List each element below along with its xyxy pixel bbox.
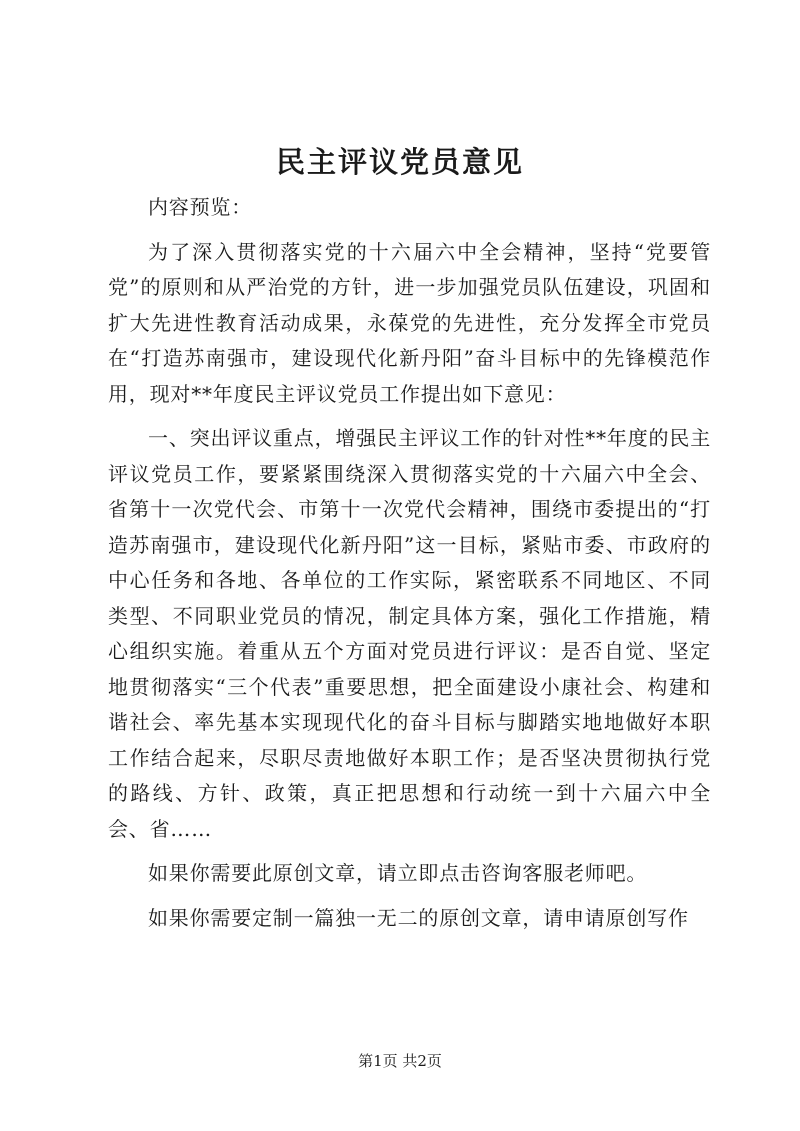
custom-writing-paragraph: 如果你需要定制一篇独一无二的原创文章，请申请原创写作 — [148, 905, 689, 930]
document-body — [108, 190, 711, 936]
preview-label: 内容预览： — [148, 195, 252, 219]
document-title: 民主评议党员意见 — [275, 145, 524, 179]
intro-paragraph: 为了深入贯彻落实党的十六届六中全会精神，坚持“党要管党”的原则和从严治党的方针，进一步加强党员队伍建设，巩固和扩大先进性教育活动成果，永葆党的先进性，充分发挥全市党员在“打造苏南强市，建设现代化新丹阳”奋斗目标中的先锋模范作用，现对**年度民主评议党员工作提出如下意见： — [108, 239, 711, 406]
section-one-paragraph: 一、突出评议重点，增强民主评议工作的针对性**年度的民主评议党员工作，要紧紧围绕深入贯彻落实党的十六届六中全会、省第十一次党代会、市第十一次党代会精神，围绕市委提出的“打造苏南强市，建设现代化新丹阳”这一目标，紧贴市委、市政府的中心任务和各地、各单位的工作实际，紧密联系不同地区、不同类型、不同职业党员的情况，制定具体方案，强化工作措施，精心组织实施。着重从五个方面对党员进行评议：是否自觉、坚定地贯彻落实“三个代表”重要思想，把全面建设小康社会、构建和谐社会、率先基本实现现代化的奋斗目标与脚踏实地地做好本职工作结合起来，尽职尽责地做好本职工作；是否坚决贯彻执行党的路线、方针、政策，真正把思想和行动统一到十六届六中全会、省…… — [108, 426, 711, 841]
consult-paragraph: 如果你需要此原创文章，请立即点击咨询客服老师吧。 — [148, 861, 648, 885]
page-number: 第1页 共2页 — [358, 1052, 442, 1070]
